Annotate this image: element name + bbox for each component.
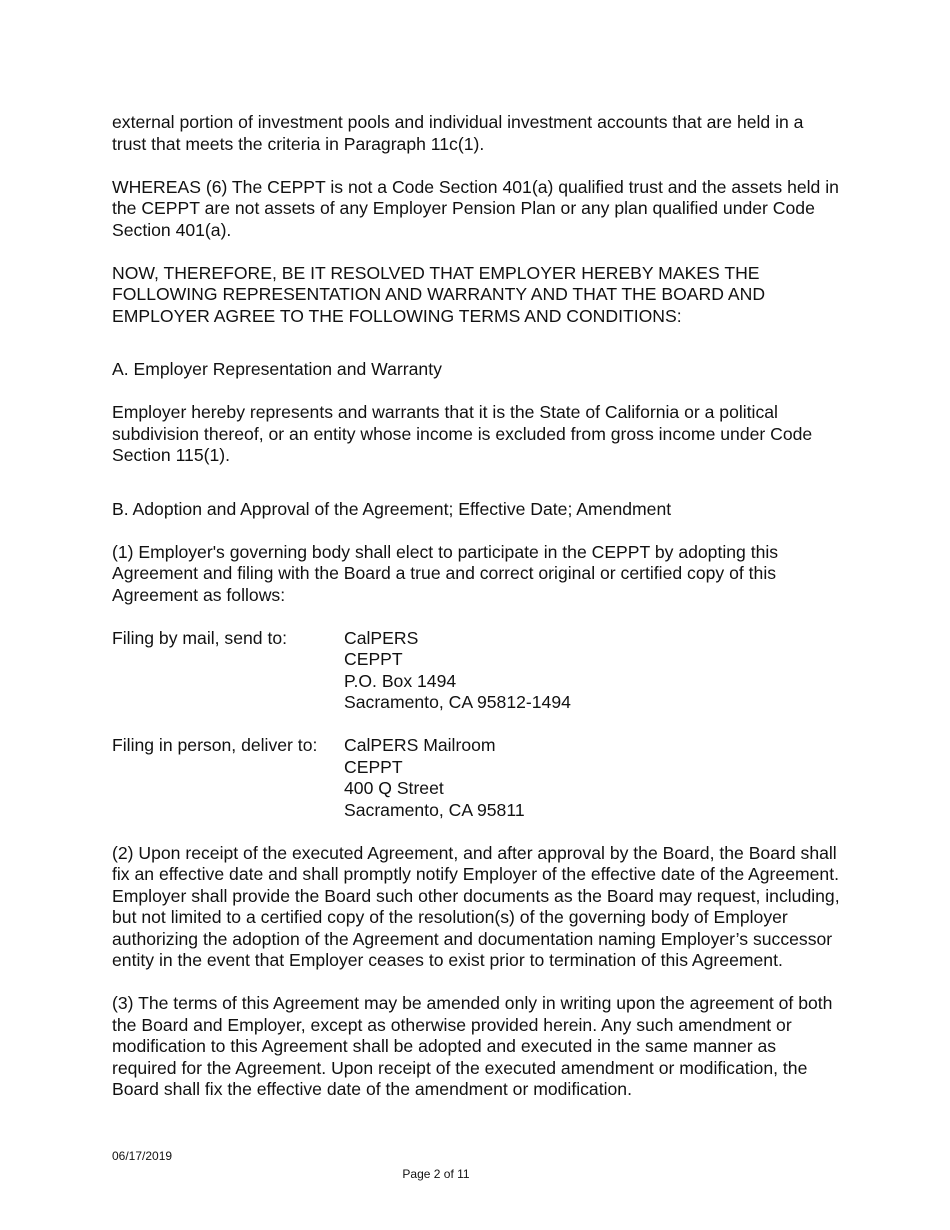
person-address-line: Sacramento, CA 95811 xyxy=(344,799,525,820)
paragraph-whereas-6: WHEREAS (6) The CEPPT is not a Code Section 401(a) qualified trust and the assets held in the CEPPT are not assets of any Employer Pension Plan or any plan qualified under Code Section 401(a). xyxy=(112,176,839,240)
person-address-line: CalPERS Mailroom xyxy=(344,735,496,755)
section-a-text: Employer hereby represents and warrants that it is the State of California or a political subdivision thereof, or an entity whose income is excluded from gross income under Code Section 115(1). xyxy=(112,402,813,465)
document-body xyxy=(112,112,842,1122)
paragraph-now-therefore: NOW, THEREFORE, BE IT RESOLVED THAT EMPLOYER HEREBY MAKES THE FOLLOWING REPRESENTATION AND WARRANTY AND THAT THE BOARD AND EMPLOYER AGREE TO THE FOLLOWING TERMS AND CONDITIONS: xyxy=(112,262,766,326)
mail-address xyxy=(344,628,842,714)
mail-address-line: CEPPT xyxy=(344,649,403,669)
section-b-item-3: (3) The terms of this Agreement may be amended only in writing upon the agreement of both the Board and Employer, except as otherwise provided herein. Any such amendment or modification to this Agreement shall be adopted and executed in the same manner as required for the Agreement. Upon receipt of the executed amendment or modification, the Board shall fix the effective date of the amendment or modification. xyxy=(112,993,833,1099)
mail-address-line: Sacramento, CA 95812-1494 xyxy=(344,692,571,712)
footer-page-number: Page 2 of 11 xyxy=(402,1167,470,1181)
person-address-line: 400 Q Street xyxy=(344,778,444,798)
section-b-item-1: (1) Employer's governing body shall elect to participate in the CEPPT by adopting this Agreement and filing with the Board a true and correct original or certified copy of this Agreement as follows: xyxy=(112,541,779,605)
mail-filing-block xyxy=(112,628,842,714)
person-address-line: CEPPT xyxy=(344,756,403,777)
section-a-heading: A. Employer Representation and Warranty xyxy=(112,359,442,379)
paragraph-investment-pools: external portion of investment pools and individual investment accounts that are held in a trust that meets the criteria in Paragraph 11c(1). xyxy=(112,112,804,154)
person-filing-label: Filing in person, deliver to: xyxy=(112,735,318,755)
mail-address-line: P.O. Box 1494 xyxy=(344,670,457,691)
mail-address-line: CalPERS xyxy=(344,627,419,648)
section-b-heading: B. Adoption and Approval of the Agreement; Effective Date; Amendment xyxy=(112,498,672,519)
person-address xyxy=(344,735,842,821)
mail-filing-label: Filing by mail, send to: xyxy=(112,627,288,648)
section-b-item-2: (2) Upon receipt of the executed Agreement, and after approval by the Board, the Board shall fix an effective date and shall promptly notify Employer of the effective date of the Agreement. Employer shall provide the Board such other documents as the Board may request, including, but not limited to a certified copy of the resolution(s) of the governing body of Employer authorizing the adoption of the Agreement and documentation naming Employer’s successor entity in the event that Employer ceases to exist prior to termination of this Agreement. xyxy=(112,842,840,970)
footer-date: 06/17/2019 xyxy=(112,1149,173,1163)
person-filing-block xyxy=(112,735,842,821)
